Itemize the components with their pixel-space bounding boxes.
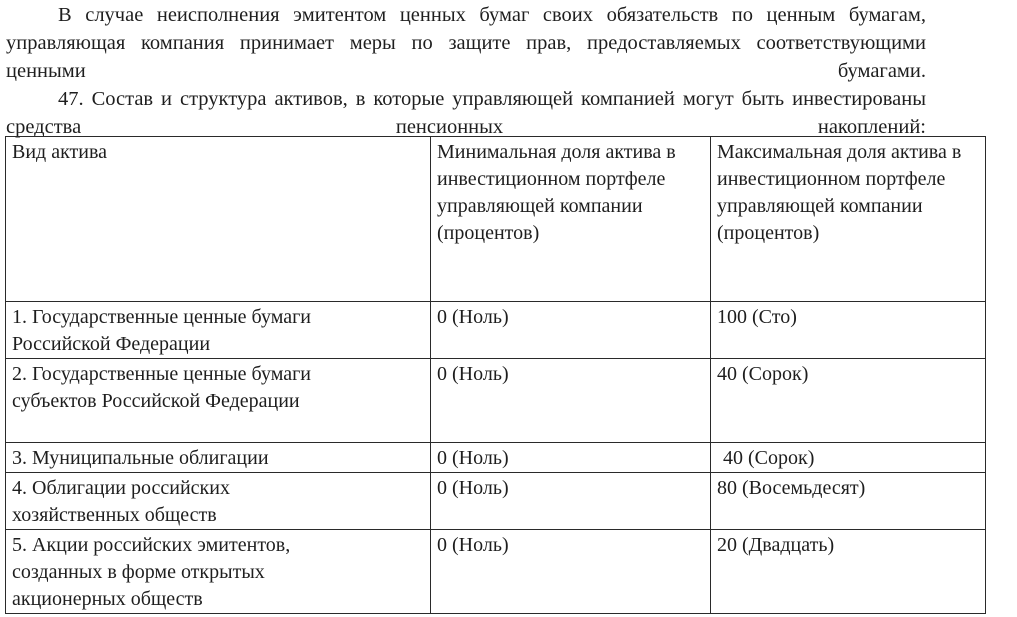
table-row [6, 473, 986, 530]
cell-min-share: 0 (Ноль) [431, 530, 711, 614]
table-row [6, 530, 986, 614]
cell-max-share: 20 (Двадцать) [711, 530, 986, 614]
paragraph-securities-default: В случае неисполнения эмитентом ценных бумаг своих обязательств по ценным бумагам, управляющая компания принимает меры по защите прав, предоставляемых соответствующими ценными бумагами. [6, 4, 926, 82]
cell-min-share: 0 (Ноль) [431, 302, 711, 359]
table-header-row [6, 137, 986, 302]
cell-max-share: 40 (Сорок) [711, 359, 986, 443]
table-row [6, 443, 986, 473]
cell-min-share: 0 (Ноль) [431, 443, 711, 473]
paragraph-asset-structure: 47. Состав и структура активов, в которые управляющей компанией могут быть инвестированы средства пенсионных накоплений: [6, 88, 926, 138]
cell-asset: 2. Государственные ценные бумаги субъектов Российской Федерации [6, 359, 431, 443]
table-row [6, 302, 986, 359]
cell-asset: 4. Облигации российских хозяйственных обществ [6, 473, 431, 530]
cell-asset: 5. Акции российских эмитентов, созданных в форме открытых акционерных обществ [6, 530, 431, 614]
cell-max-share: 100 (Сто) [711, 302, 986, 359]
header-asset-type: Вид актива [6, 137, 431, 302]
cell-asset: 1. Государственные ценные бумаги Российской Федерации [6, 302, 431, 359]
cell-min-share: 0 (Ноль) [431, 473, 711, 530]
cell-max-share: 40 (Сорок) [711, 443, 986, 473]
header-max-share: Максимальная доля актива в инвестиционном портфеле управляющей компании (процентов) [711, 137, 986, 302]
cell-asset: 3. Муниципальные облигации [6, 443, 431, 473]
asset-structure-table [5, 136, 986, 614]
header-min-share: Минимальная доля актива в инвестиционном портфеле управляющей компании (процентов) [431, 137, 711, 302]
table-row [6, 359, 986, 443]
cell-min-share: 0 (Ноль) [431, 359, 711, 443]
cell-max-share: 80 (Восемьдесят) [711, 473, 986, 530]
